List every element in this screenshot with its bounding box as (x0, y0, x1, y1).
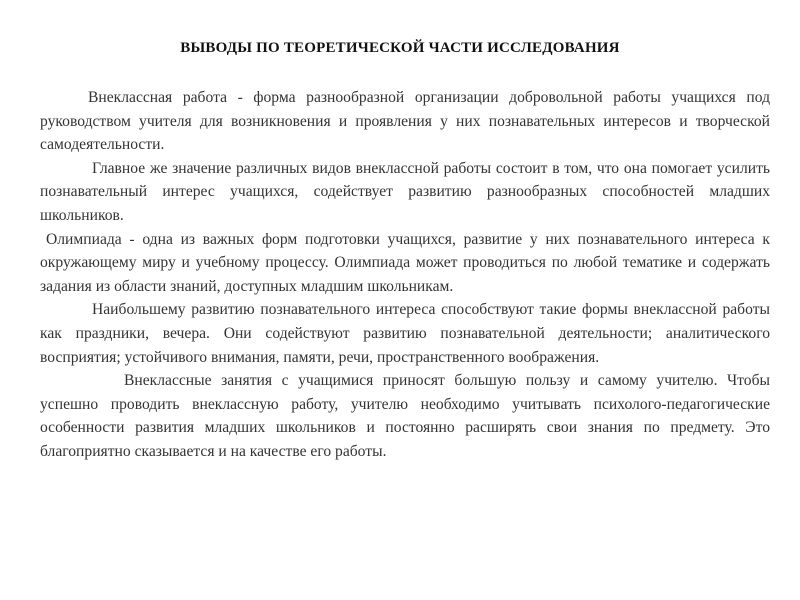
paragraph-3: Олимпиада - одна из важных форм подготовки учащихся, развитие у них познавательного интереса к окружающему миру и учебному процессу. Олимпиада может проводиться по любой тематике и содержать задания из области знаний, доступных младшим школьникам. (40, 230, 770, 295)
page-title: ВЫВОДЫ ПО ТЕОРЕТИЧЕСКОЙ ЧАСТИ ИССЛЕДОВАНИЯ (180, 40, 620, 56)
paragraph-4: Наибольшему развитию познавательного интереса способствуют такие формы внеклассной работы как праздники, вечера. Они содействуют развитию познавательной деятельности; аналитического восприятия; устойчивого внимания, памяти, речи, пространственного воображения. (40, 301, 770, 366)
paragraph-1: Внеклассная работа - форма разнообразной организации добровольной работы учащихся под руководством учителя для возникновения и проявления у них познавательных интересов и творческой самодеятельности. (40, 89, 770, 154)
paragraph-5: Внеклассные занятия с учащимися приносят большую пользу и самому учителю. Чтобы успешно проводить внеклассную работу, учителю необходимо учитывать психолого-педагогические особенности развития младших школьников и постоянно расширять свои знания по предмету. Это благоприятно сказывается и на качестве его работы. (40, 372, 770, 460)
paragraph-2: Главное же значение различных видов внеклассной работы состоит в том, что она помогает усилить познавательный интерес учащихся, содействует развитию разнообразных способностей младших школьников. (40, 159, 770, 224)
body-text (40, 86, 770, 464)
